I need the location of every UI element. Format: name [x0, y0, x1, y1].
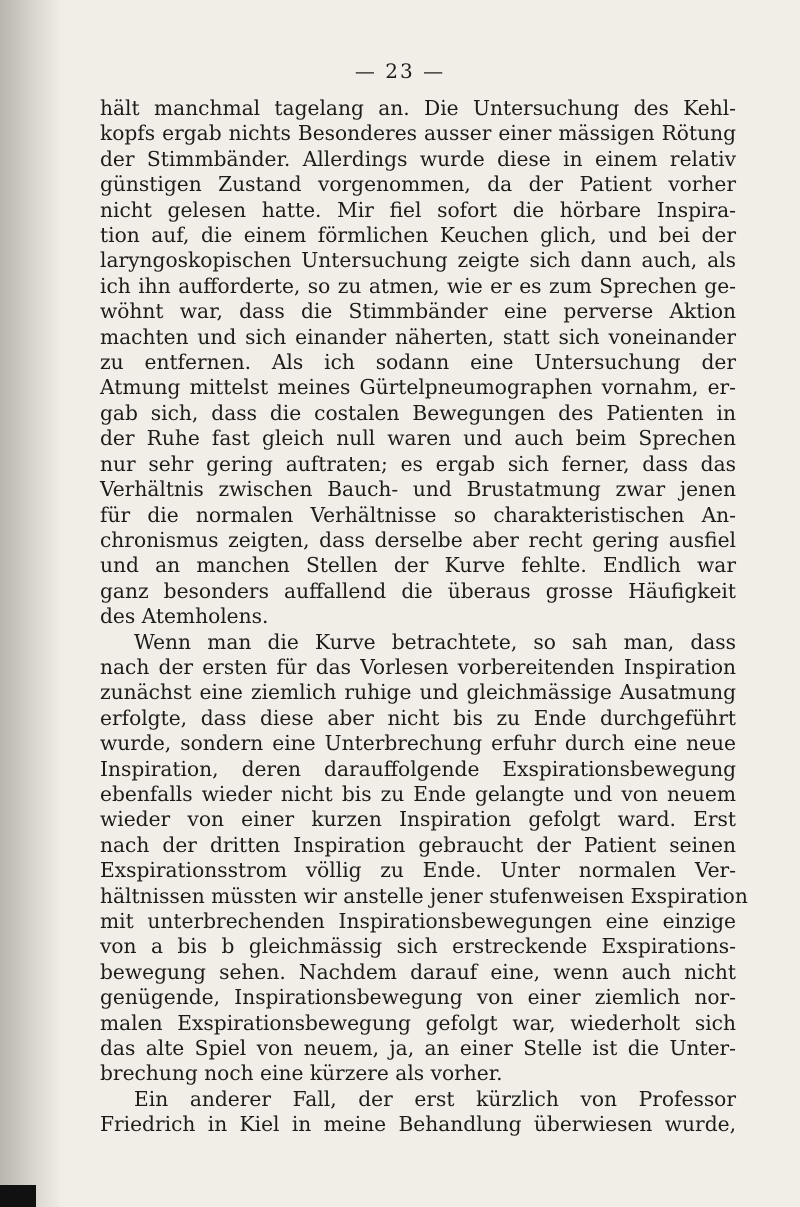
scan-gutter-shadow: [0, 0, 62, 1207]
text-line: Inspiration, deren darauffolgende Exspirationsbewegung: [100, 756, 736, 781]
text-line: wieder von einer kurzen Inspiration gefolgt ward. Erst: [100, 807, 736, 832]
text-line: brechung noch eine kürzere als vorher.: [100, 1061, 503, 1086]
text-line: ich ihn aufforderte, so zu atmen, wie er es zum Sprechen ge-: [100, 273, 736, 298]
page-number: — 23 —: [354, 59, 446, 83]
text-line: günstigen Zustand vorgenommen, da der Patient vorher: [100, 172, 736, 197]
text-line: für die normalen Verhältnisse so charakteristischen An-: [100, 502, 736, 527]
text-line: zunächst eine ziemlich ruhige und gleichmässige Ausatmung: [100, 680, 736, 705]
text-line: zu entfernen. Als ich sodann eine Untersuchung der: [100, 350, 736, 375]
text-line: Friedrich in Kiel in meine Behandlung überwiesen wurde,: [100, 1112, 736, 1137]
text-line: Wenn man die Kurve betrachtete, so sah man, dass: [134, 629, 736, 654]
text-line: hält manchmal tagelang an. Die Untersuchung des Kehl-: [100, 96, 736, 120]
text-line: der Ruhe fast gleich null waren und auch beim Sprechen: [100, 426, 736, 451]
text-line: bewegung sehen. Nachdem darauf eine, wenn auch nicht: [100, 959, 736, 984]
text-line: das alte Spiel von neuem, ja, an einer Stelle ist die Unter-: [100, 1036, 736, 1061]
text-line: Ein anderer Fall, der erst kürzlich von Professor: [134, 1086, 736, 1111]
text-line: wöhnt war, dass die Stimmbänder eine perverse Aktion: [100, 299, 736, 324]
text-line: hältnissen müssten wir anstelle jener stufenweisen Exspiration: [100, 883, 748, 908]
text-line: machten und sich einander näherten, statt sich voneinander: [100, 324, 736, 349]
scan-corner-mark: [0, 1185, 36, 1207]
text-line: tion auf, die einem förmlichen Keuchen glich, und bei der: [100, 223, 736, 248]
text-line: nach der dritten Inspiration gebraucht der Patient seinen: [100, 832, 736, 857]
text-line: der Stimmbänder. Allerdings wurde diese in einem relativ: [100, 146, 736, 171]
text-line: kopfs ergab nichts Besonderes ausser einer mässigen Rötung: [100, 121, 736, 146]
text-line: gab sich, dass die costalen Bewegungen des Patienten in: [100, 400, 736, 425]
text-line: laryngoskopischen Untersuchung zeigte sich dann auch, als: [100, 248, 736, 273]
text-line: nicht gelesen hatte. Mir fiel sofort die hörbare Inspira-: [100, 197, 736, 222]
text-line: nach der ersten für das Vorlesen vorbereitenden Inspiration: [100, 654, 736, 679]
text-line: mit unterbrechenden Inspirationsbewegungen eine einzige: [100, 909, 736, 933]
text-line: Verhältnis zwischen Bauch- und Brustatmung zwar jenen: [100, 477, 736, 502]
paragraph: [100, 629, 748, 1087]
text-line: nur sehr gering auftraten; es ergab sich ferner, dass das: [100, 451, 736, 476]
paragraph: [100, 96, 736, 630]
body-text: [100, 96, 748, 1138]
text-line: Atmung mittelst meines Gürtelpneumographen vornahm, er-: [100, 375, 736, 400]
text-line: genügende, Inspirationsbewegung von einer ziemlich nor-: [100, 985, 736, 1010]
text-line: des Atemholens.: [100, 604, 269, 629]
text-line: und an manchen Stellen der Kurve fehlte. Endlich war: [100, 553, 736, 578]
text-line: chronismus zeigten, dass derselbe aber recht gering ausfiel: [100, 527, 736, 552]
text-line: wurde, sondern eine Unterbrechung erfuhr durch eine neue: [100, 731, 736, 756]
text-line: malen Exspirationsbewegung gefolgt war, wiederholt sich: [100, 1010, 736, 1035]
paragraph: [100, 1087, 736, 1138]
text-line: ebenfalls wieder nicht bis zu Ende gelangte und von neuem: [100, 781, 736, 806]
text-line: von a bis b gleichmässig sich erstreckende Exspirations-: [100, 934, 736, 959]
text-line: ganz besonders auffallend die überaus grosse Häufigkeit: [100, 578, 736, 603]
text-line: erfolgte, dass diese aber nicht bis zu Ende durchgeführt: [100, 705, 736, 730]
text-line: Exspirationsstrom völlig zu Ende. Unter normalen Ver-: [100, 858, 736, 883]
